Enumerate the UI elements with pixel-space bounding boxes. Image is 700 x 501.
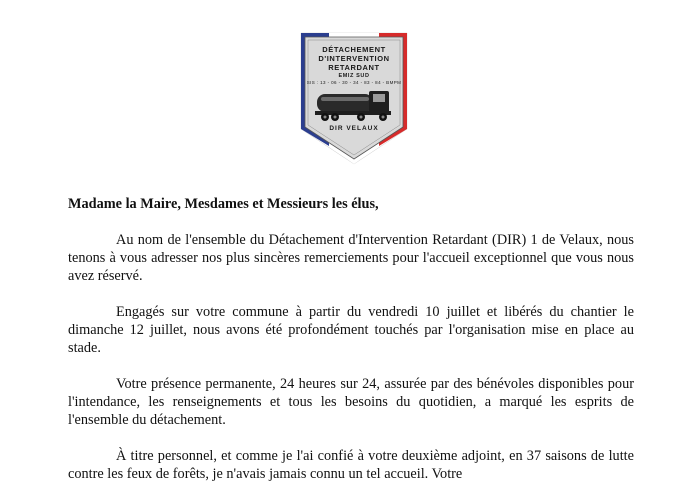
letter-paragraph-3: Votre présence permanente, 24 heures sur 24, assurée par des bénévoles disponibles pour l'intendance, les renseignements et tous les besoins du quotidien, a marqué les esprits de l'ensemble du détachement. bbox=[68, 376, 634, 428]
dir-velaux-logo bbox=[299, 31, 409, 166]
letter-body bbox=[68, 195, 634, 501]
logo-line-1: DÉTACHEMENT bbox=[322, 45, 386, 54]
letter-greeting: Madame la Maire, Mesdames et Messieurs les élus, bbox=[68, 196, 379, 212]
letter-paragraph-1: Au nom de l'ensemble du Détachement d'Intervention Retardant (DIR) 1 de Velaux, nous tenons à vous adresser nos plus sincères remerciements pour l'accueil exceptionnel que vous nous avez réservé. bbox=[68, 232, 634, 284]
letter-paragraph-4: À titre personnel, et comme je l'ai confié à votre deuxième adjoint, en 37 saisons de lutte contre les feux de forêts, je n'avais jamais connu un tel accueil. Votre bbox=[68, 448, 634, 482]
logo-line-5: SIS : 13 - 06 - 30 - 34 - 83 - 84 - BMPM bbox=[306, 80, 402, 85]
logo-line-4: EMIZ SUD bbox=[338, 73, 370, 79]
logo-bottom-label: DIR VELAUX bbox=[329, 125, 379, 132]
logo-line-3: RETARDANT bbox=[328, 63, 380, 72]
letter-paragraph-2: Engagés sur votre commune à partir du vendredi 10 juillet et libérés du chantier le dimanche 12 juillet, nous avons été profondément touchés par l'organisation mise en place au stade. bbox=[68, 304, 634, 356]
logo-line-2: D'INTERVENTION bbox=[318, 54, 390, 63]
